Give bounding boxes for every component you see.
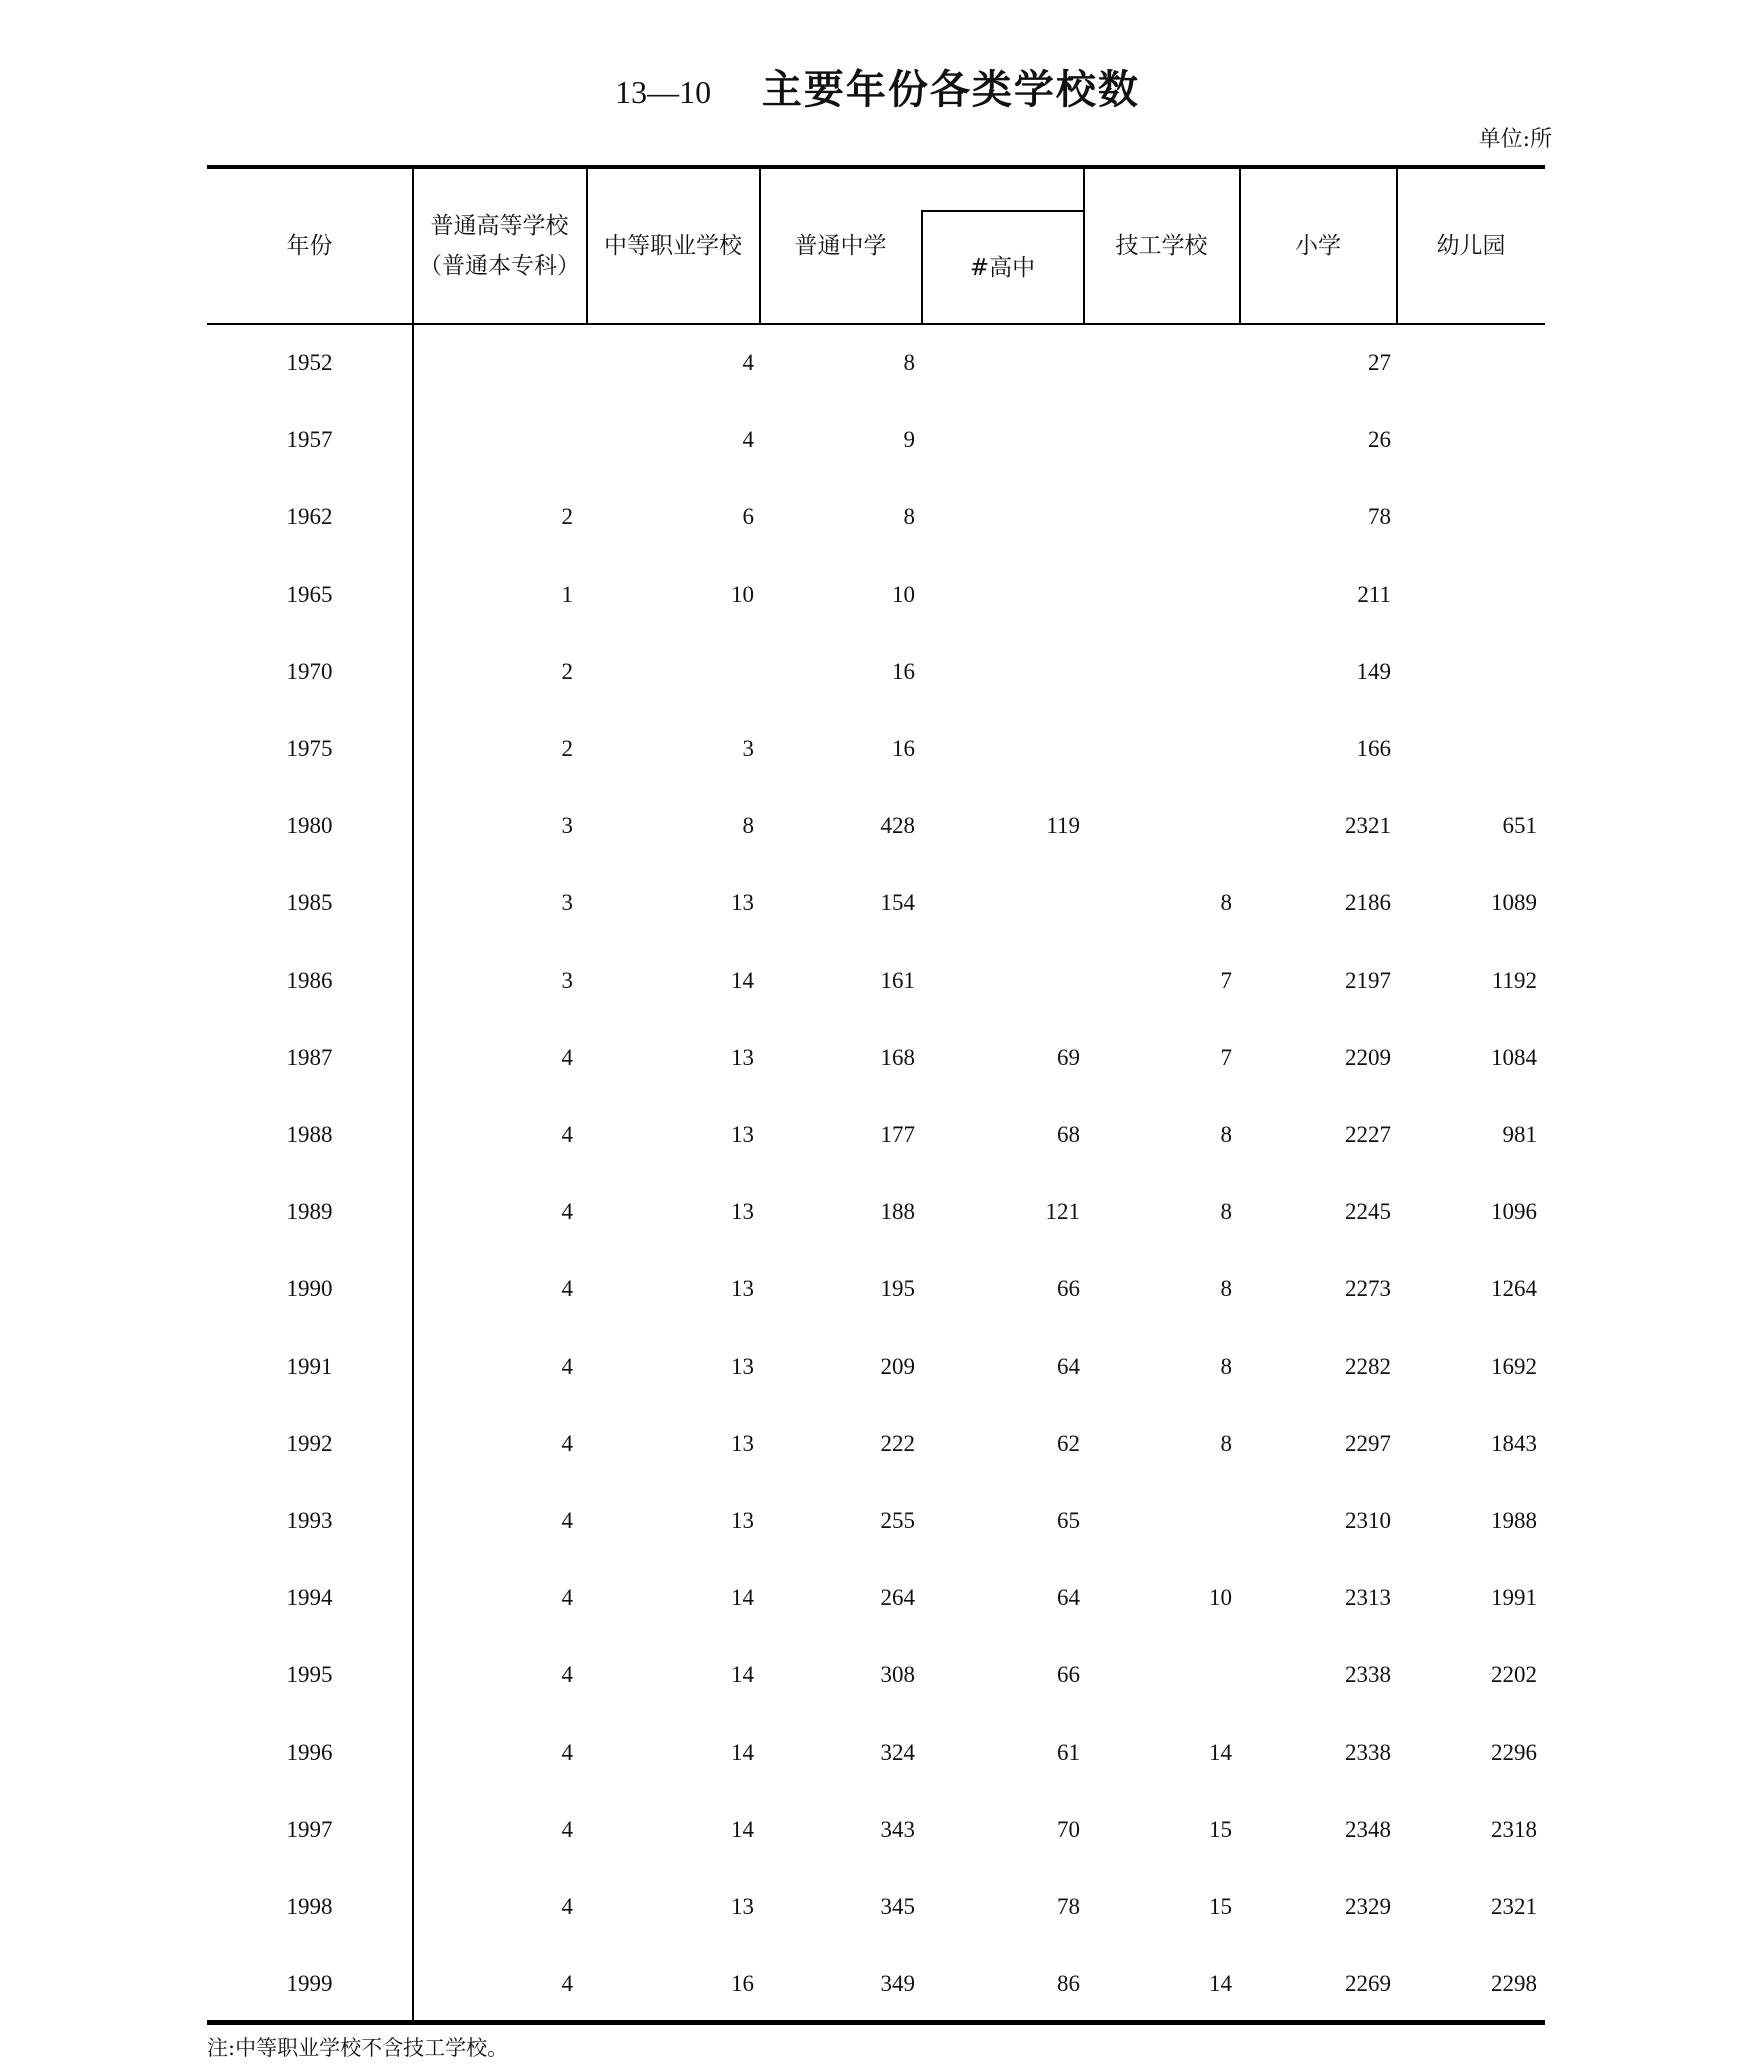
cell-general-secondary: 154 (880, 890, 915, 916)
cell-primary: 2186 (1345, 890, 1391, 916)
cell-year: 1995 (286, 1662, 333, 1688)
cell-year: 1998 (286, 1894, 333, 1919)
cell-higher-ed: 3 (561, 967, 573, 993)
cell-technical: 8 (1220, 890, 1232, 916)
table-row (207, 883, 1545, 923)
cell-senior-high: 78 (1057, 1894, 1080, 1919)
header-senior-high-label: #高中 (969, 254, 1036, 281)
cell-secondary-vocational: 13 (731, 1199, 754, 1225)
cell-year: 1989 (286, 1199, 333, 1225)
header-kindergarten-label: 幼儿园 (1436, 233, 1506, 259)
cell-year: 1980 (286, 813, 333, 839)
unit-label: 单位:所 (1478, 127, 1552, 152)
cell-secondary-vocational: 8 (742, 813, 754, 839)
cell-general-secondary: 10 (892, 581, 915, 607)
cell-general-secondary: 209 (880, 1353, 915, 1379)
cell-senior-high: 119 (1046, 813, 1080, 839)
table-row (207, 961, 1545, 1001)
cell-senior-high: 66 (1057, 1662, 1080, 1688)
table-row (207, 1964, 1545, 2004)
cell-primary: 78 (1368, 504, 1391, 530)
cell-primary: 2209 (1345, 1044, 1391, 1070)
header-technical (1084, 169, 1239, 323)
cell-general-secondary: 343 (880, 1816, 915, 1842)
cell-technical: 15 (1209, 1816, 1232, 1842)
cell-kindergarten: 1692 (1491, 1353, 1537, 1379)
cell-kindergarten: 981 (1502, 1122, 1537, 1147)
cell-general-secondary: 8 (903, 504, 915, 530)
cell-higher-ed: 3 (561, 813, 573, 839)
cell-senior-high: 66 (1057, 1276, 1080, 1302)
header-kindergarten (1397, 169, 1545, 323)
cell-year: 1987 (286, 1044, 333, 1070)
cell-primary: 2227 (1345, 1122, 1391, 1147)
cell-secondary-vocational: 13 (731, 1276, 754, 1302)
cell-technical: 8 (1220, 1276, 1232, 1302)
cell-primary: 211 (1357, 581, 1391, 607)
table-row (207, 497, 1545, 537)
cell-secondary-vocational: 14 (731, 967, 754, 993)
cell-higher-ed: 4 (561, 1353, 573, 1379)
table-row (207, 343, 1545, 383)
cell-higher-ed: 4 (561, 1276, 573, 1302)
cell-technical: 14 (1209, 1971, 1232, 1997)
cell-kindergarten: 1192 (1491, 967, 1537, 993)
cell-primary: 2321 (1345, 813, 1391, 839)
footnote: 注:中等职业学校不含技工学校。 (207, 2036, 509, 2060)
cell-year: 1999 (286, 1971, 333, 1997)
header-year (207, 169, 412, 323)
cell-general-secondary: 161 (880, 967, 915, 993)
cell-primary: 2329 (1345, 1894, 1391, 1919)
cell-higher-ed: 1 (561, 581, 573, 607)
cell-secondary-vocational: 10 (731, 581, 754, 607)
cell-technical: 7 (1220, 967, 1232, 993)
header-primary (1240, 169, 1396, 323)
cell-senior-high: 61 (1057, 1739, 1080, 1765)
cell-year: 1996 (286, 1739, 333, 1765)
cell-senior-high: 65 (1057, 1508, 1080, 1533)
cell-kindergarten: 1264 (1491, 1276, 1537, 1302)
cell-senior-high: 62 (1057, 1430, 1080, 1456)
cell-kindergarten: 1096 (1491, 1199, 1537, 1225)
table-row (207, 1810, 1545, 1850)
cell-secondary-vocational: 13 (731, 1353, 754, 1379)
cell-primary: 2282 (1345, 1353, 1391, 1379)
cell-kindergarten: 651 (1502, 813, 1537, 839)
table-row (207, 1347, 1545, 1387)
cell-secondary-vocational: 14 (731, 1816, 754, 1842)
cell-senior-high: 70 (1057, 1816, 1080, 1842)
cell-kindergarten: 2318 (1491, 1816, 1537, 1842)
header-higher-ed-line2: （普通本专科） (419, 253, 580, 279)
cell-technical: 8 (1220, 1353, 1232, 1379)
cell-higher-ed: 3 (561, 890, 573, 916)
cell-senior-high: 121 (1045, 1199, 1080, 1225)
cell-kindergarten: 1991 (1491, 1585, 1537, 1611)
table-row (207, 1733, 1545, 1773)
table-row (207, 1501, 1545, 1541)
cell-senior-high: 64 (1057, 1585, 1080, 1611)
cell-senior-high: 69 (1057, 1044, 1080, 1070)
table-row (207, 1887, 1545, 1927)
cell-higher-ed: 4 (561, 1739, 573, 1765)
cell-general-secondary: 255 (880, 1508, 915, 1533)
cell-senior-high: 64 (1057, 1353, 1080, 1379)
cell-general-secondary: 345 (880, 1894, 915, 1919)
cell-secondary-vocational: 14 (731, 1662, 754, 1688)
cell-general-secondary: 16 (892, 736, 915, 761)
cell-year: 1991 (286, 1353, 333, 1379)
cell-general-secondary: 177 (880, 1122, 915, 1147)
table-row (207, 729, 1545, 769)
cell-higher-ed: 4 (561, 1662, 573, 1688)
cell-technical: 15 (1209, 1894, 1232, 1919)
cell-secondary-vocational: 3 (742, 736, 754, 761)
cell-higher-ed: 4 (561, 1122, 573, 1147)
cell-secondary-vocational: 16 (731, 1971, 754, 1997)
table-row (207, 1115, 1545, 1155)
cell-primary: 2338 (1345, 1739, 1391, 1765)
header-secondary-vocational-label: 中等职业学校 (604, 233, 742, 259)
cell-primary: 2273 (1345, 1276, 1391, 1302)
cell-higher-ed: 2 (561, 504, 573, 530)
cell-higher-ed: 2 (561, 736, 573, 761)
cell-general-secondary: 9 (903, 427, 915, 453)
cell-year: 1994 (286, 1585, 333, 1611)
header-rule (207, 323, 1545, 325)
header-year-label: 年份 (286, 233, 333, 259)
table-row (207, 1269, 1545, 1309)
cell-higher-ed: 4 (561, 1816, 573, 1842)
cell-secondary-vocational: 13 (731, 1044, 754, 1070)
cell-kindergarten: 1843 (1491, 1430, 1537, 1456)
cell-senior-high: 86 (1057, 1971, 1080, 1997)
cell-year: 1965 (286, 581, 333, 607)
cell-kindergarten: 1089 (1491, 890, 1537, 916)
header-primary-label: 小学 (1295, 233, 1341, 259)
cell-higher-ed: 4 (561, 1585, 573, 1611)
cell-kindergarten: 2202 (1491, 1662, 1537, 1688)
cell-secondary-vocational: 13 (731, 1430, 754, 1456)
cell-secondary-vocational: 4 (742, 350, 754, 375)
table-row (207, 1424, 1545, 1464)
cell-year: 1962 (286, 504, 333, 530)
cell-primary: 2313 (1345, 1585, 1391, 1611)
header-general-secondary (760, 169, 921, 323)
cell-kindergarten: 1988 (1491, 1508, 1537, 1533)
cell-year: 1988 (286, 1122, 333, 1147)
table-row (207, 652, 1545, 692)
cell-year: 1952 (286, 350, 333, 375)
cell-higher-ed: 4 (561, 1894, 573, 1919)
cell-primary: 2197 (1345, 967, 1391, 993)
cell-year: 1992 (286, 1430, 333, 1456)
table-row (207, 420, 1545, 460)
header-higher-ed (413, 169, 586, 323)
cell-general-secondary: 168 (880, 1044, 915, 1070)
table-row (207, 1655, 1545, 1695)
cell-secondary-vocational: 13 (731, 1894, 754, 1919)
cell-higher-ed: 4 (561, 1508, 573, 1533)
table-title (0, 62, 1755, 120)
cell-primary: 27 (1368, 350, 1391, 375)
cell-general-secondary: 324 (880, 1739, 915, 1765)
table-row (207, 1038, 1545, 1078)
table-row (207, 806, 1545, 846)
cell-higher-ed: 4 (561, 1430, 573, 1456)
cell-secondary-vocational: 4 (742, 427, 754, 453)
cell-secondary-vocational: 13 (731, 890, 754, 916)
cell-senior-high: 68 (1057, 1122, 1080, 1147)
cell-technical: 8 (1220, 1199, 1232, 1225)
cell-kindergarten: 1084 (1491, 1044, 1537, 1070)
cell-primary: 2297 (1345, 1430, 1391, 1456)
cell-technical: 10 (1209, 1585, 1232, 1611)
cell-general-secondary: 428 (880, 813, 915, 839)
cell-general-secondary: 308 (880, 1662, 915, 1688)
cell-primary: 149 (1356, 658, 1391, 684)
cell-technical: 14 (1209, 1739, 1232, 1765)
cell-year: 1975 (286, 736, 333, 761)
cell-year: 1986 (286, 967, 333, 993)
cell-secondary-vocational: 13 (731, 1508, 754, 1533)
table-number: 13—10 (615, 74, 712, 110)
cell-year: 1985 (286, 890, 333, 916)
cell-year: 1957 (286, 427, 333, 453)
table-row (207, 575, 1545, 615)
cell-kindergarten: 2298 (1491, 1971, 1537, 1997)
cell-year: 1993 (286, 1508, 333, 1533)
cell-general-secondary: 188 (880, 1199, 915, 1225)
cell-general-secondary: 349 (880, 1971, 915, 1997)
cell-higher-ed: 4 (561, 1044, 573, 1070)
cell-general-secondary: 264 (880, 1585, 915, 1611)
cell-general-secondary: 195 (880, 1276, 915, 1302)
cell-higher-ed: 4 (561, 1971, 573, 1997)
cell-primary: 2348 (1345, 1816, 1391, 1842)
cell-year: 1990 (286, 1276, 333, 1302)
cell-secondary-vocational: 13 (731, 1122, 754, 1147)
cell-kindergarten: 2321 (1491, 1894, 1537, 1919)
cell-secondary-vocational: 14 (731, 1739, 754, 1765)
header-higher-ed-line1: 普通高等学校 (430, 213, 569, 239)
cell-kindergarten: 2296 (1491, 1739, 1537, 1765)
cell-primary: 166 (1356, 736, 1391, 761)
header-secondary-vocational (587, 169, 759, 323)
cell-year: 1997 (286, 1816, 333, 1842)
cell-technical: 8 (1220, 1122, 1232, 1147)
header-general-secondary-label: 普通中学 (794, 233, 887, 259)
cell-technical: 7 (1220, 1044, 1232, 1070)
header-senior-high (922, 212, 1083, 323)
bottom-rule (207, 2020, 1545, 2025)
header-technical-label: 技工学校 (1115, 233, 1208, 259)
cell-secondary-vocational: 6 (742, 504, 754, 530)
cell-general-secondary: 222 (880, 1430, 915, 1456)
cell-primary: 2245 (1345, 1199, 1391, 1225)
cell-general-secondary: 8 (903, 350, 915, 375)
cell-secondary-vocational: 14 (731, 1585, 754, 1611)
cell-higher-ed: 2 (561, 658, 573, 684)
cell-primary: 2310 (1345, 1508, 1391, 1533)
cell-primary: 26 (1368, 427, 1391, 453)
cell-primary: 2269 (1345, 1971, 1391, 1997)
cell-higher-ed: 4 (561, 1199, 573, 1225)
cell-primary: 2338 (1345, 1662, 1391, 1688)
cell-general-secondary: 16 (892, 658, 915, 684)
table-row (207, 1192, 1545, 1232)
cell-technical: 8 (1220, 1430, 1232, 1456)
table-row (207, 1578, 1545, 1618)
cell-year: 1970 (286, 658, 333, 684)
table-title-text: 主要年份各类学校数 (761, 66, 1140, 113)
